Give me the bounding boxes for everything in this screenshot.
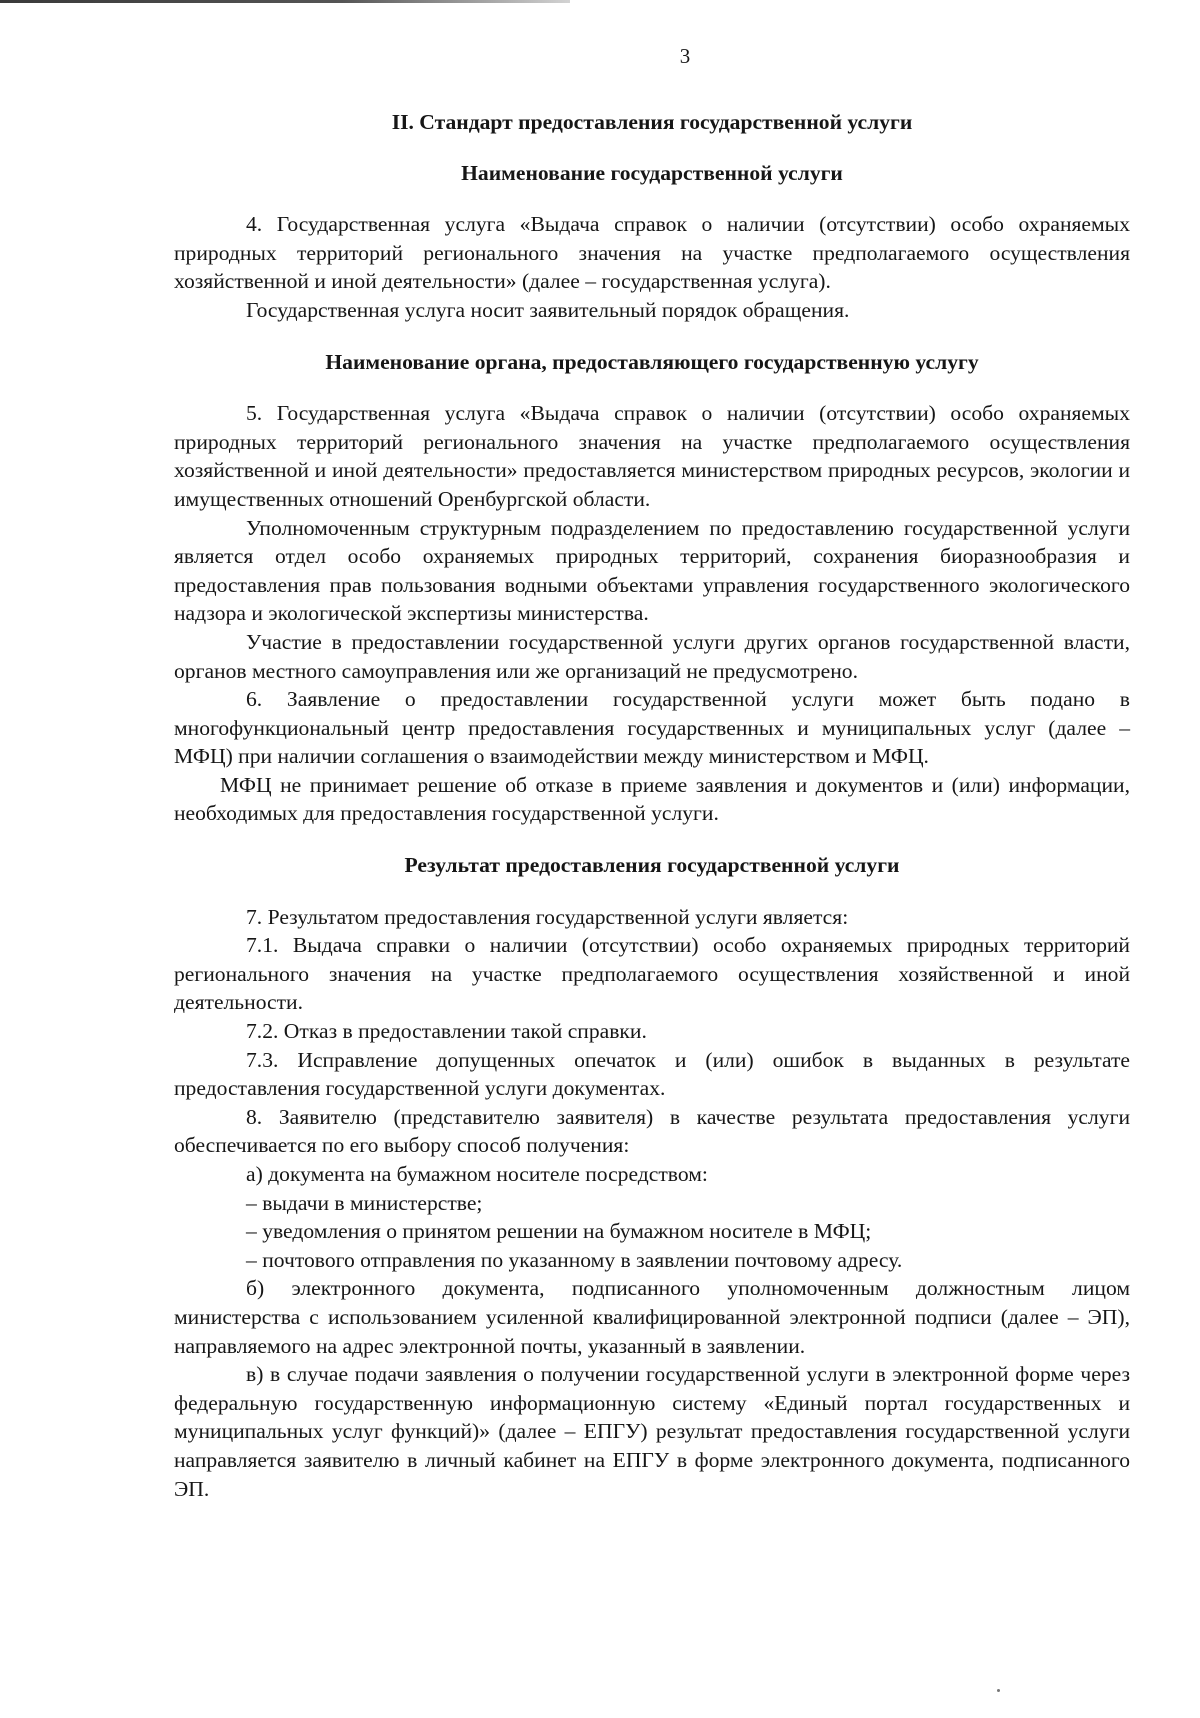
paragraph-5-division: Уполномоченным структурным подразделением по предоставлению государственной услуги является отдел особо охраняемых природных территорий, сохранения биоразнообразия и предоставления прав пользования водными объектами управления государственного экологического надзора и экологической экспертизы министерства. — [174, 515, 1130, 626]
paragraph-4-note: Государственная услуга носит заявительный порядок обращения. — [246, 297, 850, 322]
paragraph-8: 8. Заявителю (представителю заявителя) в качестве результата предоставления услуги обеспечивается по его выбору способ получения: — [174, 1104, 1130, 1158]
paragraph-4: 4. Государственная услуга «Выдача справок о наличии (отсутствии) особо охраняемых природных территорий регионального значения на участке предполагаемого осуществления хозяйственной и иной деятельности» (далее – государственная услуга). — [174, 212, 1130, 294]
paragraph-7-3: 7.3. Исправление допущенных опечаток и (или) ошибок в выданных в результате предоставления государственной услуги документах. — [174, 1047, 1130, 1101]
paragraph-7-1: 7.1. Выдача справки о наличии (отсутствии) особо охраняемых природных территорий регионального значения на участке предполагаемого осуществления хозяйственной и иной деятельности. — [174, 933, 1130, 1015]
paragraph-6-mfc: МФЦ не принимает решение об отказе в приеме заявления и документов и (или) информации, необходимых для предоставления государственной услуги. — [174, 772, 1130, 826]
scan-speck — [997, 1689, 1000, 1692]
paragraph-5: 5. Государственная услуга «Выдача справок о наличии (отсутствии) особо охраняемых природных территорий регионального значения на участке предполагаемого осуществления хозяйственной и иной деятельности» предоставляется министерством природных ресурсов, экологии и имущественных отношений Оренбургской области. — [174, 401, 1130, 511]
paragraph-7: 7. Результатом предоставления государственной услуги является: — [246, 904, 849, 929]
paragraph-5-participation: Участие в предоставлении государственной услуги других органов государственной власти, органов местного самоуправления или же организаций не предусмотрено. — [174, 629, 1130, 683]
paragraph-7-2: 7.2. Отказ в предоставлении такой справки. — [246, 1019, 647, 1044]
heading-service-name: Наименование государственной услуги — [461, 160, 843, 185]
scan-edge-artifact — [0, 0, 570, 3]
paragraph-8-v: в) в случае подачи заявления о получении государственной услуги в электронной форме через федеральную государственную информационную систему «Единый портал государственных и муниципальных услуг функций)» (далее – ЕПГУ) результат предоставления государственной услуги направляется заявителю в личный кабинет на ЕПГУ в форме электронного документа, подписанного ЭП. — [174, 1362, 1130, 1501]
list-item-ministry: – выдачи в министерстве; — [246, 1190, 483, 1215]
document-body — [174, 108, 1130, 1503]
list-item-mfc: – уведомления о принятом решении на бумажном носителе в МФЦ; — [246, 1219, 872, 1244]
section-title: II. Стандарт предоставления государственной услуги — [391, 110, 913, 134]
page-number: 3 — [679, 44, 691, 68]
paragraph-8-b: б) электронного документа, подписанного уполномоченным должностным лицом министерства с использованием усиленной квалифицированной электронной подписи (далее – ЭП), направляемого на адрес электронной почты, указанный в заявлении. — [174, 1276, 1130, 1358]
paragraph-8-a: а) документа на бумажном носителе посредством: — [246, 1162, 708, 1186]
list-item-post: – почтового отправления по указанному в заявлении почтовому адресу. — [246, 1247, 903, 1272]
heading-result: Результат предоставления государственной услуги — [404, 853, 900, 878]
heading-authority: Наименование органа, предоставляющего государственную услугу — [325, 349, 979, 374]
paragraph-6: 6. Заявление о предоставлении государственной услуги может быть подано в многофункциональный центр предоставления государственных и муниципальных услуг (далее – МФЦ) при наличии соглашения о взаимодействии между министерством и МФЦ. — [174, 687, 1130, 769]
